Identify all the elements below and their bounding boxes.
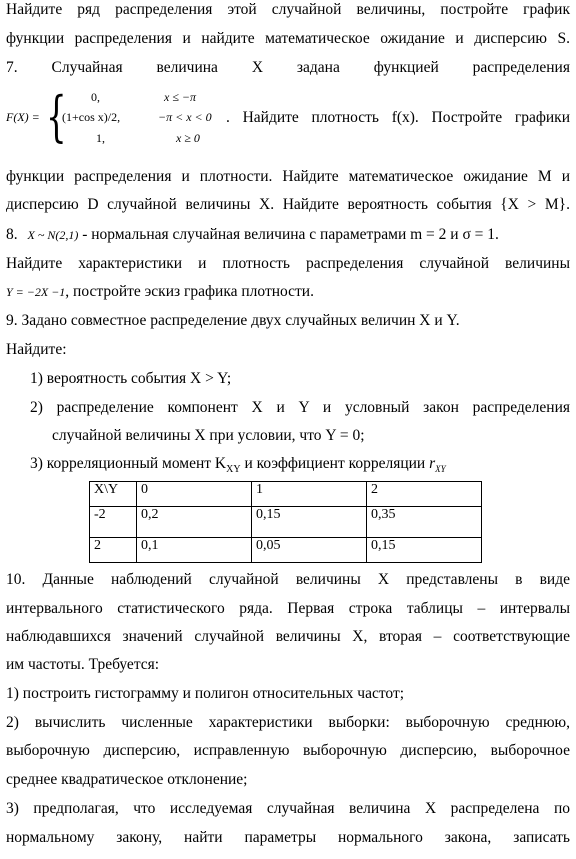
formula-y: Y = −2X −1 [6, 285, 66, 299]
text-line-18: наблюдавшихся значений случайной величины X, вторая – соответствующие [6, 628, 570, 645]
text-line-1: Найдите ряд распределения этой случайной величины, постройте график [6, 1, 570, 18]
table-row [90, 538, 482, 563]
text-segment: - нормальная случайная величина с параметрами m = 2 и σ = 1. [82, 226, 499, 243]
case-value-3: 1, [96, 131, 105, 145]
formula-r: r [429, 455, 436, 472]
text-line-11: Найдите: [6, 341, 67, 358]
formula-normal: X ~ N(2,1) [27, 228, 79, 242]
word: Случайная [51, 59, 123, 76]
case-value-2: (1+cos x)/2, [62, 110, 121, 124]
subscript: XY [435, 464, 446, 475]
text-line-16: 10. Данные наблюдений случайной величины X представлены в виде [6, 571, 570, 588]
text-line-6: дисперсию D случайной величины X. Найдите вероятность события {X > M}. [6, 196, 570, 213]
word: задана [296, 59, 340, 76]
list-item-3 [30, 454, 570, 480]
text-line-17: интервального статистического ряда. Первая строка таблицы – интервалы [6, 600, 570, 617]
text-segment: и коэффициент корреляции [240, 455, 430, 472]
text-line-21: 2) вычислить численные характеристики выборки: выборочную среднюю, [6, 714, 570, 731]
subscript: XY [226, 464, 241, 476]
case-cond-3: x ≥ 0 [176, 131, 200, 145]
table-cell: 0,2 [137, 507, 252, 538]
list-item-1: 1) вероятность события X > Y; [30, 370, 232, 387]
text-segment: , постройте эскиз графика плотности. [65, 283, 314, 300]
table-row [90, 507, 482, 538]
text-line-19: им частоты. Требуется: [6, 656, 160, 673]
text-line-9 [6, 282, 570, 302]
text-line-25: нормальному закону, найти параметры нормального закона, записать [6, 829, 570, 846]
table-cell: 0,05 [252, 538, 367, 563]
text-line-5: функции распределения и плотности. Найдите математическое ожидание M и [6, 168, 570, 185]
text-line-7 [6, 225, 570, 245]
text-line-22: выборочную дисперсию, исправленную выборочную дисперсию, выборочное [6, 742, 570, 759]
table-cell: 1 [252, 482, 367, 507]
text-line-23: среднее квадратическое отклонение; [6, 771, 248, 788]
case-cond-2: −π < x < 0 [158, 110, 212, 124]
word: X [251, 59, 264, 76]
table-cell: 2 [90, 538, 137, 563]
text-line-8: Найдите характеристики и плотность распределения случайной величины [6, 255, 570, 272]
text-line-3 [6, 58, 570, 78]
word: функцией [373, 59, 439, 76]
table-row [90, 482, 482, 507]
piecewise-formula [6, 85, 212, 155]
text-line-24: 3) предполагая, что исследуемая случайная величина X распределена по [6, 800, 570, 817]
table-cell: 0,1 [137, 538, 252, 563]
formula-fx: F(X) = [6, 110, 40, 124]
word: распределения [472, 59, 570, 76]
item-number-8: 8. [6, 226, 18, 243]
table-cell: 0,35 [367, 507, 482, 538]
text-line-20: 1) построить гистограмму и полигон относительных частот; [6, 685, 405, 702]
case-cond-1: x ≤ −π [164, 90, 197, 104]
table-cell: 0 [137, 482, 252, 507]
text-line-2: функции распределения и найдите математическое ожидание и дисперсию S. [6, 30, 570, 47]
table-cell: 2 [367, 482, 482, 507]
text-segment: 3) корреляционный момент K [30, 455, 227, 472]
word: величина [156, 59, 218, 76]
table-cell: -2 [90, 507, 137, 538]
text-line-10: 9. Задано совместное распределение двух случайных величин X и Y. [6, 312, 460, 329]
text-line-4: . Найдите плотность f(x). Постройте графики [226, 109, 570, 126]
item-number-7: 7. [6, 59, 18, 76]
table-cell: 0,15 [252, 507, 367, 538]
joint-distribution-table [89, 481, 482, 563]
table-cell: X\Y [90, 482, 137, 507]
table-cell: 0,15 [367, 538, 482, 563]
brace: { [46, 85, 67, 148]
list-item-2-cont: случайной величины X при условии, что Y = 0; [52, 427, 365, 444]
case-value-1: 0, [91, 90, 100, 104]
list-item-2: 2) распределение компонент X и Y и условный закон распределения [30, 399, 570, 416]
